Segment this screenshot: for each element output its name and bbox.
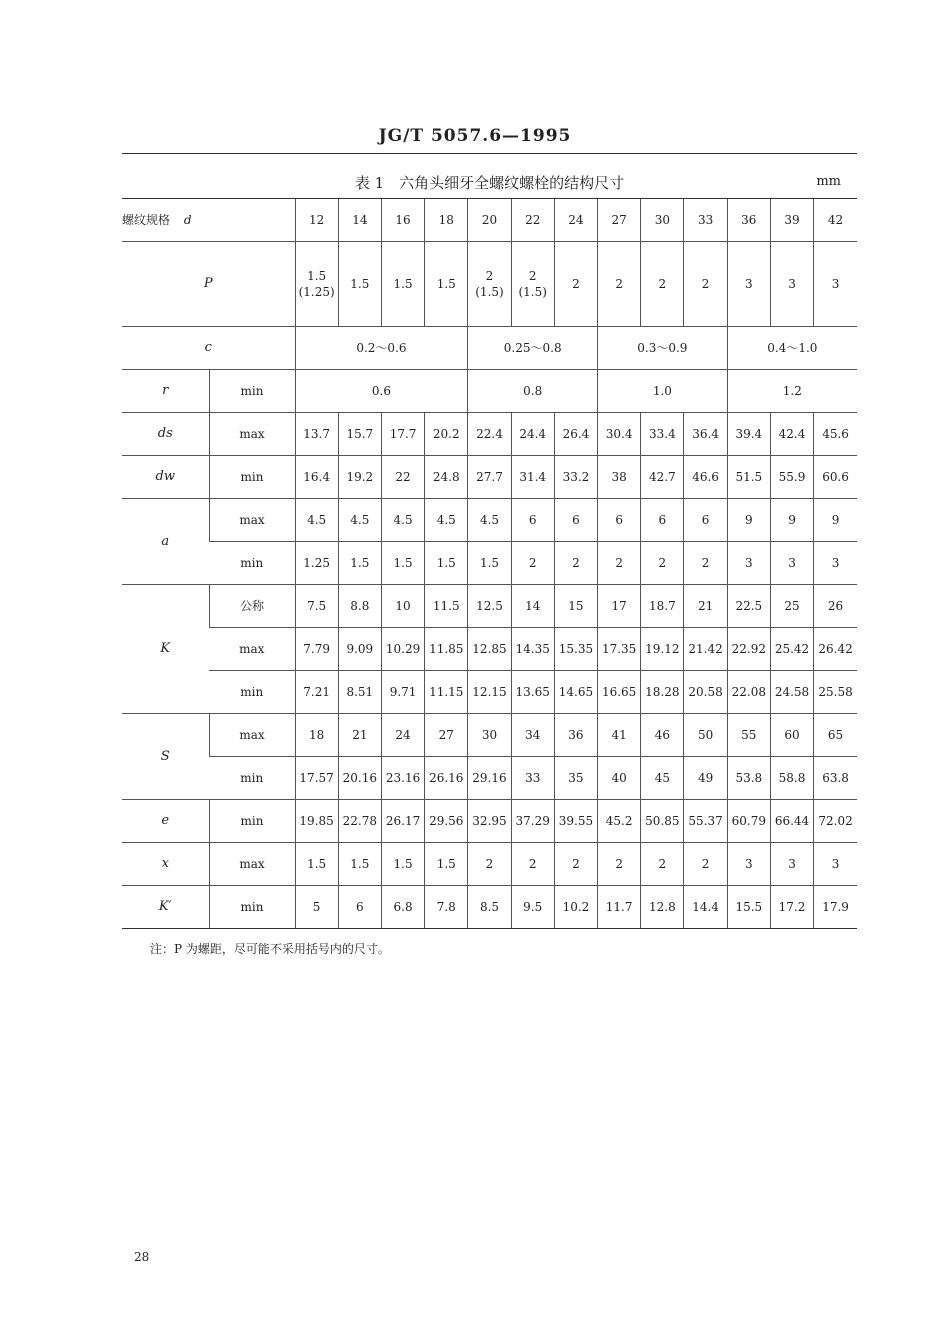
spec-label: 螺纹规格	[122, 213, 171, 227]
size-header-cell: 36	[727, 199, 770, 242]
size-header-cell: 42	[814, 199, 857, 242]
standard-code: JG/T 5057.6—1995	[378, 126, 572, 146]
x-value: 1.5	[338, 843, 381, 886]
header-rule	[122, 153, 857, 154]
a-symbol: a	[122, 499, 209, 585]
ds-value: 45.6	[814, 413, 857, 456]
e-value: 60.79	[727, 800, 770, 843]
r-value: 0.8	[468, 370, 598, 413]
size-header-cell: 16	[381, 199, 424, 242]
spec-header-cell	[122, 199, 295, 242]
dw-symbol: dw	[122, 456, 209, 499]
s-value: 27	[425, 714, 468, 757]
a-value: 6	[684, 499, 727, 542]
r-value: 0.6	[295, 370, 468, 413]
k-qualifier: 公称	[209, 585, 295, 628]
page-number: 28	[134, 1250, 150, 1264]
k-value: 18.7	[641, 585, 684, 628]
header-row	[122, 199, 857, 242]
ds-row	[122, 413, 857, 456]
pitch-value: 2	[684, 242, 727, 327]
s-value: 58.8	[770, 757, 813, 800]
k-prime-value: 6	[338, 886, 381, 929]
k-value: 20.58	[684, 671, 727, 714]
pitch-value: 2	[554, 242, 597, 327]
footnote: 注：P 为螺距，尽可能不采用括号内的尺寸。	[150, 942, 390, 956]
k-value: 10.29	[381, 628, 424, 671]
k-value: 22.08	[727, 671, 770, 714]
dw-value: 31.4	[511, 456, 554, 499]
k-value: 9.09	[338, 628, 381, 671]
k-prime-value: 17.9	[814, 886, 857, 929]
a-value: 6	[511, 499, 554, 542]
k-value: 22.92	[727, 628, 770, 671]
ds-qualifier: max	[209, 413, 295, 456]
dw-value: 19.2	[338, 456, 381, 499]
pitch-value: 2	[641, 242, 684, 327]
a-value: 2	[511, 542, 554, 585]
size-header-cell: 24	[554, 199, 597, 242]
c-range: 0.2～0.6	[295, 327, 468, 370]
k-prime-value: 14.4	[684, 886, 727, 929]
k-value: 17	[598, 585, 641, 628]
a-row	[122, 542, 857, 585]
x-value: 1.5	[295, 843, 338, 886]
k-prime-qualifier: min	[209, 886, 295, 929]
dw-value: 16.4	[295, 456, 338, 499]
pitch-value: 1.5	[381, 242, 424, 327]
k-value: 9.71	[381, 671, 424, 714]
r-value: 1.2	[727, 370, 857, 413]
a-value: 1.5	[338, 542, 381, 585]
s-value: 24	[381, 714, 424, 757]
k-value: 11.5	[425, 585, 468, 628]
k-value: 25	[770, 585, 813, 628]
s-value: 46	[641, 714, 684, 757]
k-value: 14.35	[511, 628, 554, 671]
r-qualifier: min	[209, 370, 295, 413]
c-row	[122, 327, 857, 370]
ds-value: 39.4	[727, 413, 770, 456]
size-header-cell: 18	[425, 199, 468, 242]
x-value: 2	[684, 843, 727, 886]
ds-value: 20.2	[425, 413, 468, 456]
k-value: 15.35	[554, 628, 597, 671]
table-unit: mm	[816, 174, 841, 189]
x-value: 2	[641, 843, 684, 886]
x-row	[122, 843, 857, 886]
s-value: 36	[554, 714, 597, 757]
dw-value: 38	[598, 456, 641, 499]
s-value: 30	[468, 714, 511, 757]
k-value: 12.85	[468, 628, 511, 671]
a-value: 1.25	[295, 542, 338, 585]
k-value: 24.58	[770, 671, 813, 714]
k-prime-value: 7.8	[425, 886, 468, 929]
r-symbol: r	[122, 370, 209, 413]
k-value: 22.5	[727, 585, 770, 628]
k-row	[122, 628, 857, 671]
dw-value: 27.7	[468, 456, 511, 499]
size-header-cell: 20	[468, 199, 511, 242]
pitch-value: 1.5	[338, 242, 381, 327]
table-caption	[122, 172, 857, 194]
s-value: 34	[511, 714, 554, 757]
size-header-cell: 30	[641, 199, 684, 242]
a-value: 6	[598, 499, 641, 542]
x-value: 3	[727, 843, 770, 886]
k-prime-value: 17.2	[770, 886, 813, 929]
ds-value: 13.7	[295, 413, 338, 456]
c-range: 0.4～1.0	[727, 327, 857, 370]
e-symbol: e	[122, 800, 209, 843]
e-value: 72.02	[814, 800, 857, 843]
pitch-value: 1.5 (1.25)	[295, 242, 338, 327]
size-header-cell: 27	[598, 199, 641, 242]
k-value: 7.79	[295, 628, 338, 671]
x-symbol: x	[122, 843, 209, 886]
a-value: 9	[770, 499, 813, 542]
s-value: 60	[770, 714, 813, 757]
ds-value: 26.4	[554, 413, 597, 456]
a-value: 2	[684, 542, 727, 585]
e-row	[122, 800, 857, 843]
s-value: 55	[727, 714, 770, 757]
size-header-cell: 12	[295, 199, 338, 242]
ds-value: 30.4	[598, 413, 641, 456]
k-value: 7.21	[295, 671, 338, 714]
s-value: 33	[511, 757, 554, 800]
k-prime-value: 15.5	[727, 886, 770, 929]
size-header-cell: 33	[684, 199, 727, 242]
k-qualifier: max	[209, 628, 295, 671]
s-value: 50	[684, 714, 727, 757]
ds-value: 24.4	[511, 413, 554, 456]
k-prime-value: 6.8	[381, 886, 424, 929]
k-prime-value: 12.8	[641, 886, 684, 929]
x-value: 2	[468, 843, 511, 886]
k-prime-value: 11.7	[598, 886, 641, 929]
ds-value: 33.4	[641, 413, 684, 456]
a-value: 2	[641, 542, 684, 585]
a-value: 9	[814, 499, 857, 542]
a-qualifier: min	[209, 542, 295, 585]
k-value: 25.42	[770, 628, 813, 671]
c-range: 0.25～0.8	[468, 327, 598, 370]
x-value: 1.5	[381, 843, 424, 886]
pitch-value: 2 (1.5)	[511, 242, 554, 327]
k-value: 12.15	[468, 671, 511, 714]
a-value: 6	[554, 499, 597, 542]
e-value: 26.17	[381, 800, 424, 843]
ds-value: 36.4	[684, 413, 727, 456]
k-value: 19.12	[641, 628, 684, 671]
e-value: 45.2	[598, 800, 641, 843]
e-value: 37.29	[511, 800, 554, 843]
x-value: 2	[511, 843, 554, 886]
k-symbol: K	[122, 585, 209, 714]
k-value: 25.58	[814, 671, 857, 714]
table-title: 表 1 六角头细牙全螺纹螺栓的结构尺寸	[354, 174, 625, 192]
size-header-cell: 39	[770, 199, 813, 242]
dw-value: 42.7	[641, 456, 684, 499]
a-value: 2	[598, 542, 641, 585]
s-row	[122, 714, 857, 757]
k-value: 14.65	[554, 671, 597, 714]
pitch-value: 2 (1.5)	[468, 242, 511, 327]
s-value: 41	[598, 714, 641, 757]
k-value: 26.42	[814, 628, 857, 671]
k-value: 21	[684, 585, 727, 628]
k-value: 17.35	[598, 628, 641, 671]
a-value: 4.5	[468, 499, 511, 542]
r-value: 1.0	[598, 370, 728, 413]
s-value: 17.57	[295, 757, 338, 800]
a-value: 1.5	[425, 542, 468, 585]
k-prime-value: 8.5	[468, 886, 511, 929]
s-symbol: S	[122, 714, 209, 800]
k-prime-value: 5	[295, 886, 338, 929]
a-value: 6	[641, 499, 684, 542]
ds-value: 42.4	[770, 413, 813, 456]
k-row	[122, 671, 857, 714]
k-value: 26	[814, 585, 857, 628]
s-value: 49	[684, 757, 727, 800]
ds-symbol: ds	[122, 413, 209, 456]
s-value: 26.16	[425, 757, 468, 800]
s-value: 45	[641, 757, 684, 800]
a-value: 1.5	[468, 542, 511, 585]
s-qualifier: max	[209, 714, 295, 757]
x-value: 2	[554, 843, 597, 886]
dw-value: 46.6	[684, 456, 727, 499]
s-value: 53.8	[727, 757, 770, 800]
s-value: 18	[295, 714, 338, 757]
s-value: 40	[598, 757, 641, 800]
a-value: 9	[727, 499, 770, 542]
a-value: 2	[554, 542, 597, 585]
pitch-value: 2	[598, 242, 641, 327]
a-value: 4.5	[338, 499, 381, 542]
x-value: 2	[598, 843, 641, 886]
k-row	[122, 585, 857, 628]
pitch-row	[122, 242, 857, 327]
spec-symbol: d	[183, 213, 192, 227]
dw-value: 60.6	[814, 456, 857, 499]
c-range: 0.3～0.9	[598, 327, 728, 370]
e-value: 19.85	[295, 800, 338, 843]
a-value: 3	[814, 542, 857, 585]
k-value: 11.15	[425, 671, 468, 714]
a-value: 4.5	[295, 499, 338, 542]
a-value: 1.5	[381, 542, 424, 585]
c-symbol: c	[122, 327, 295, 370]
s-value: 21	[338, 714, 381, 757]
e-value: 50.85	[641, 800, 684, 843]
k-prime-value: 9.5	[511, 886, 554, 929]
a-value: 3	[727, 542, 770, 585]
size-header-cell: 14	[338, 199, 381, 242]
x-qualifier: max	[209, 843, 295, 886]
dw-value: 24.8	[425, 456, 468, 499]
k-value: 8.8	[338, 585, 381, 628]
s-value: 20.16	[338, 757, 381, 800]
k-prime-value: 10.2	[554, 886, 597, 929]
s-qualifier: min	[209, 757, 295, 800]
x-value: 3	[770, 843, 813, 886]
e-value: 29.56	[425, 800, 468, 843]
e-value: 22.78	[338, 800, 381, 843]
x-value: 3	[814, 843, 857, 886]
dw-value: 33.2	[554, 456, 597, 499]
e-qualifier: min	[209, 800, 295, 843]
dw-value: 55.9	[770, 456, 813, 499]
a-qualifier: max	[209, 499, 295, 542]
k-value: 18.28	[641, 671, 684, 714]
e-value: 55.37	[684, 800, 727, 843]
s-value: 35	[554, 757, 597, 800]
s-value: 65	[814, 714, 857, 757]
x-value: 1.5	[425, 843, 468, 886]
k-value: 12.5	[468, 585, 511, 628]
a-value: 4.5	[381, 499, 424, 542]
e-value: 39.55	[554, 800, 597, 843]
table-body	[122, 199, 857, 929]
dw-row	[122, 456, 857, 499]
s-value: 29.16	[468, 757, 511, 800]
e-value: 32.95	[468, 800, 511, 843]
a-value: 3	[770, 542, 813, 585]
e-value: 66.44	[770, 800, 813, 843]
dw-value: 22	[381, 456, 424, 499]
a-row	[122, 499, 857, 542]
k-prime-symbol: K′	[122, 886, 209, 929]
k-value: 15	[554, 585, 597, 628]
ds-value: 15.7	[338, 413, 381, 456]
size-header-cell: 22	[511, 199, 554, 242]
k-value: 16.65	[598, 671, 641, 714]
k-value: 21.42	[684, 628, 727, 671]
r-row	[122, 370, 857, 413]
dw-qualifier: min	[209, 456, 295, 499]
pitch-value: 1.5	[425, 242, 468, 327]
k-value: 7.5	[295, 585, 338, 628]
k-prime-row	[122, 886, 857, 929]
k-value: 11.85	[425, 628, 468, 671]
pitch-value: 3	[814, 242, 857, 327]
k-qualifier: min	[209, 671, 295, 714]
k-value: 13.65	[511, 671, 554, 714]
ds-value: 17.7	[381, 413, 424, 456]
s-row	[122, 757, 857, 800]
pitch-symbol: P	[122, 242, 295, 327]
bolt-dimension-table	[122, 198, 857, 929]
s-value: 23.16	[381, 757, 424, 800]
pitch-value: 3	[727, 242, 770, 327]
dw-value: 51.5	[727, 456, 770, 499]
ds-value: 22.4	[468, 413, 511, 456]
a-value: 4.5	[425, 499, 468, 542]
s-value: 63.8	[814, 757, 857, 800]
pitch-value: 3	[770, 242, 813, 327]
k-value: 10	[381, 585, 424, 628]
k-value: 14	[511, 585, 554, 628]
k-value: 8.51	[338, 671, 381, 714]
